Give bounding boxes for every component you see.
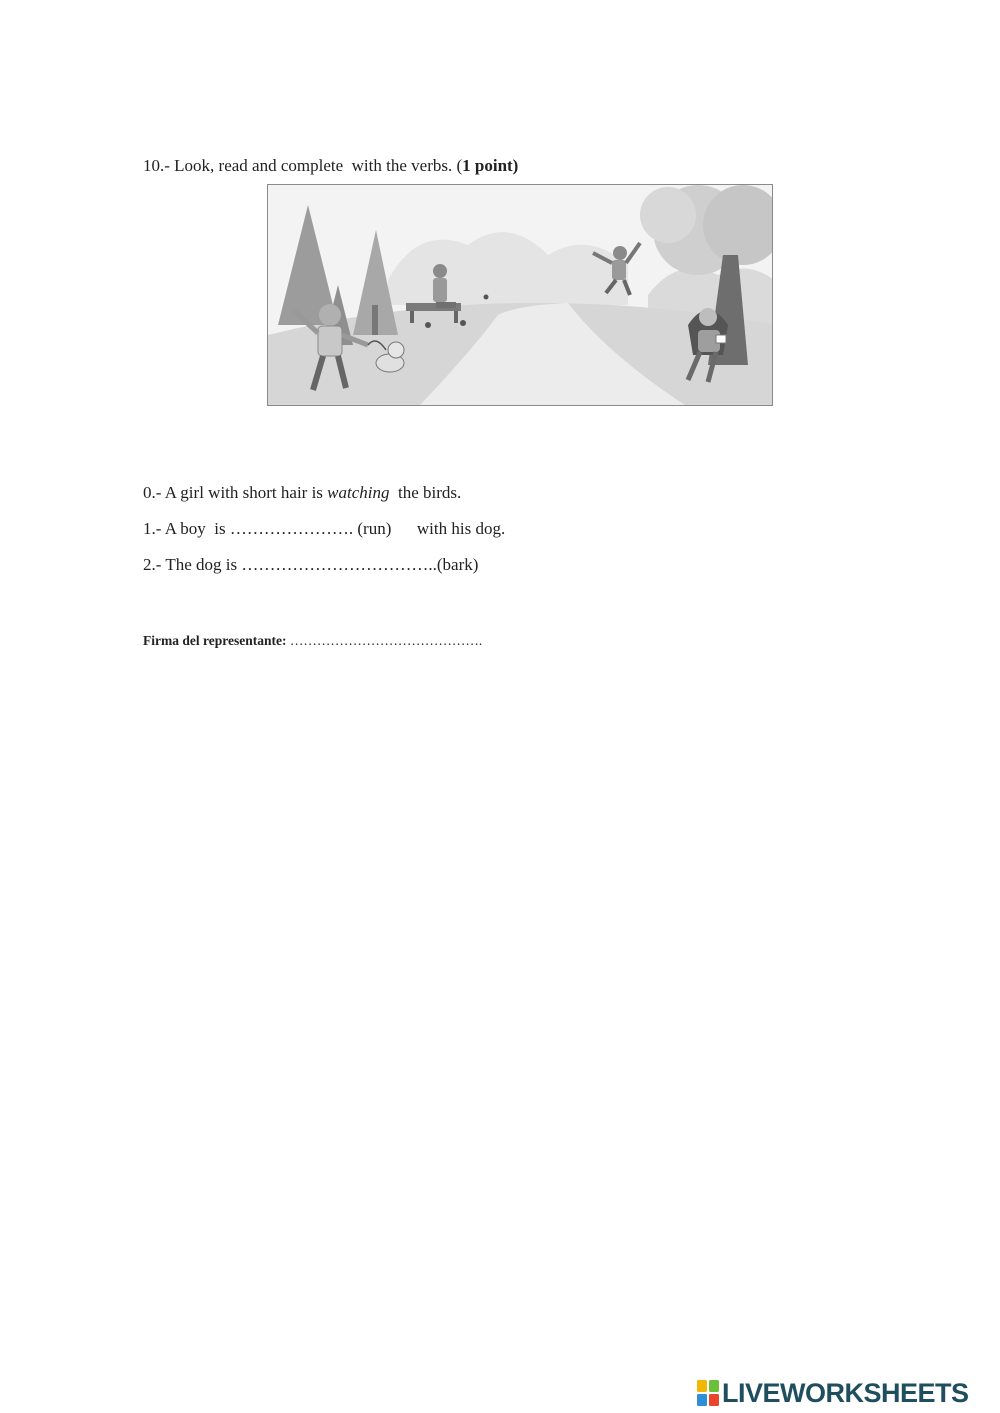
bird-3 [484, 295, 489, 300]
signature-line [143, 632, 482, 650]
signature-label: Firma del representante: [143, 633, 287, 648]
dog-head [388, 342, 404, 358]
liveworksheets-logo-icon [697, 1380, 719, 1406]
exercise-number: 10.- [143, 156, 170, 175]
park-scene-svg [268, 185, 773, 406]
sentence-2[interactable]: 2.- The dog is ……………………………..(bark) [143, 555, 479, 574]
sentence-0-suffix: the birds. [389, 483, 462, 502]
logo-tile-yellow [697, 1380, 707, 1392]
bench-leg-left [410, 311, 414, 323]
jumper-head [613, 246, 627, 260]
sentence-1[interactable]: 1.- A boy is …………………. (run) with his dog. [143, 519, 506, 538]
logo-tile-blue [697, 1394, 707, 1406]
bird-1 [425, 322, 431, 328]
park-scene-illustration [267, 184, 773, 406]
exercise-instruction: Look, read and complete with the verbs. ( [169, 156, 463, 175]
sentence-0 [143, 483, 461, 503]
boy-shirt [318, 326, 342, 356]
boy-head [319, 304, 341, 326]
girl-legs [436, 302, 456, 308]
girl-body [433, 278, 447, 302]
book [716, 335, 726, 343]
exercise-points: 1 point) [462, 156, 519, 175]
liveworksheets-brand [697, 1376, 969, 1410]
logo-tile-green [709, 1380, 719, 1392]
reading-girl-head [699, 308, 717, 326]
sentence-0-prefix: 0.- A girl with short hair is [143, 483, 328, 502]
oak-canopy-3 [640, 187, 696, 243]
exercise-heading [143, 156, 518, 176]
jumper-body [612, 260, 626, 280]
sentence-0-answer: watching [327, 483, 390, 502]
tree-trunk [372, 305, 378, 335]
bird-2 [460, 320, 466, 326]
girl-head [433, 264, 447, 278]
signature-dots: ……………………………………. [286, 633, 483, 648]
logo-tile-red [709, 1394, 719, 1406]
liveworksheets-wordmark: LIVEWORKSHEETS [722, 1377, 969, 1408]
bench-leg-right [454, 311, 458, 323]
